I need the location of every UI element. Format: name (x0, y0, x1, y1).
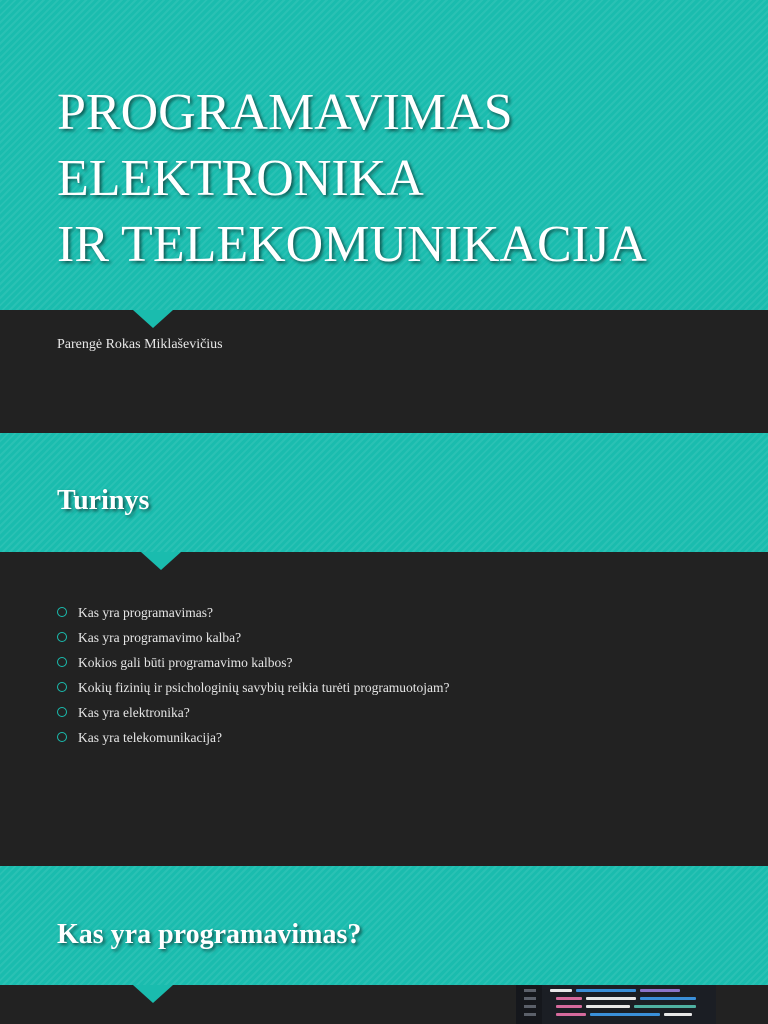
toc-title-band (0, 433, 768, 552)
band-notch (133, 310, 173, 328)
list-item (57, 604, 450, 629)
title-line-2: ELEKTRONIKA (57, 150, 424, 207)
code-token (640, 997, 696, 1000)
circle-bullet-icon (57, 607, 67, 617)
circle-bullet-icon (57, 632, 67, 642)
code-token (576, 989, 636, 992)
toc-item-label: Kokios gali būti programavimo kalbos? (78, 655, 293, 670)
line-number-mark (524, 997, 536, 1000)
section-title-band (0, 866, 768, 985)
toc-item-label: Kas yra elektronika? (78, 705, 190, 720)
list-item (57, 679, 450, 704)
code-screenshot-image (516, 985, 716, 1024)
toc-item-label: Kokių fizinių ir psichologinių savybių reikia turėti programuotojam? (78, 680, 450, 695)
title-slide (0, 0, 768, 433)
circle-bullet-icon (57, 707, 67, 717)
code-token (586, 997, 636, 1000)
subtitle-band (0, 310, 768, 433)
band-notch (141, 552, 181, 570)
title-line-3: IR TELEKOMUNIKACIJA (57, 216, 647, 273)
author-subtitle: Parengė Rokas Miklaševičius (57, 337, 223, 352)
line-number-mark (524, 1005, 536, 1008)
toc-item-label: Kas yra programavimo kalba? (78, 630, 242, 645)
code-token (640, 989, 680, 992)
code-token (664, 1013, 692, 1016)
code-token (590, 1013, 660, 1016)
code-token (556, 997, 582, 1000)
toc-title: Turinys (57, 485, 150, 516)
code-token (556, 1013, 586, 1016)
code-token (556, 1005, 582, 1008)
circle-bullet-icon (57, 657, 67, 667)
list-item (57, 654, 450, 679)
code-token (634, 1005, 696, 1008)
title-line-1: PROGRAMAVIMAS (57, 84, 513, 141)
toc-list (57, 604, 450, 754)
code-token (586, 1005, 630, 1008)
line-number-mark (524, 989, 536, 992)
circle-bullet-icon (57, 732, 67, 742)
toc-item-label: Kas yra programavimas? (78, 605, 213, 620)
band-notch (133, 985, 173, 1003)
presentation-title (57, 80, 647, 278)
toc-item-label: Kas yra telekomunikacija? (78, 730, 222, 745)
code-token (550, 989, 572, 992)
list-item (57, 629, 450, 654)
circle-bullet-icon (57, 682, 67, 692)
list-item (57, 729, 450, 754)
section-title: Kas yra programavimas? (57, 919, 362, 950)
list-item (57, 704, 450, 729)
line-number-mark (524, 1013, 536, 1016)
title-band (0, 0, 768, 310)
